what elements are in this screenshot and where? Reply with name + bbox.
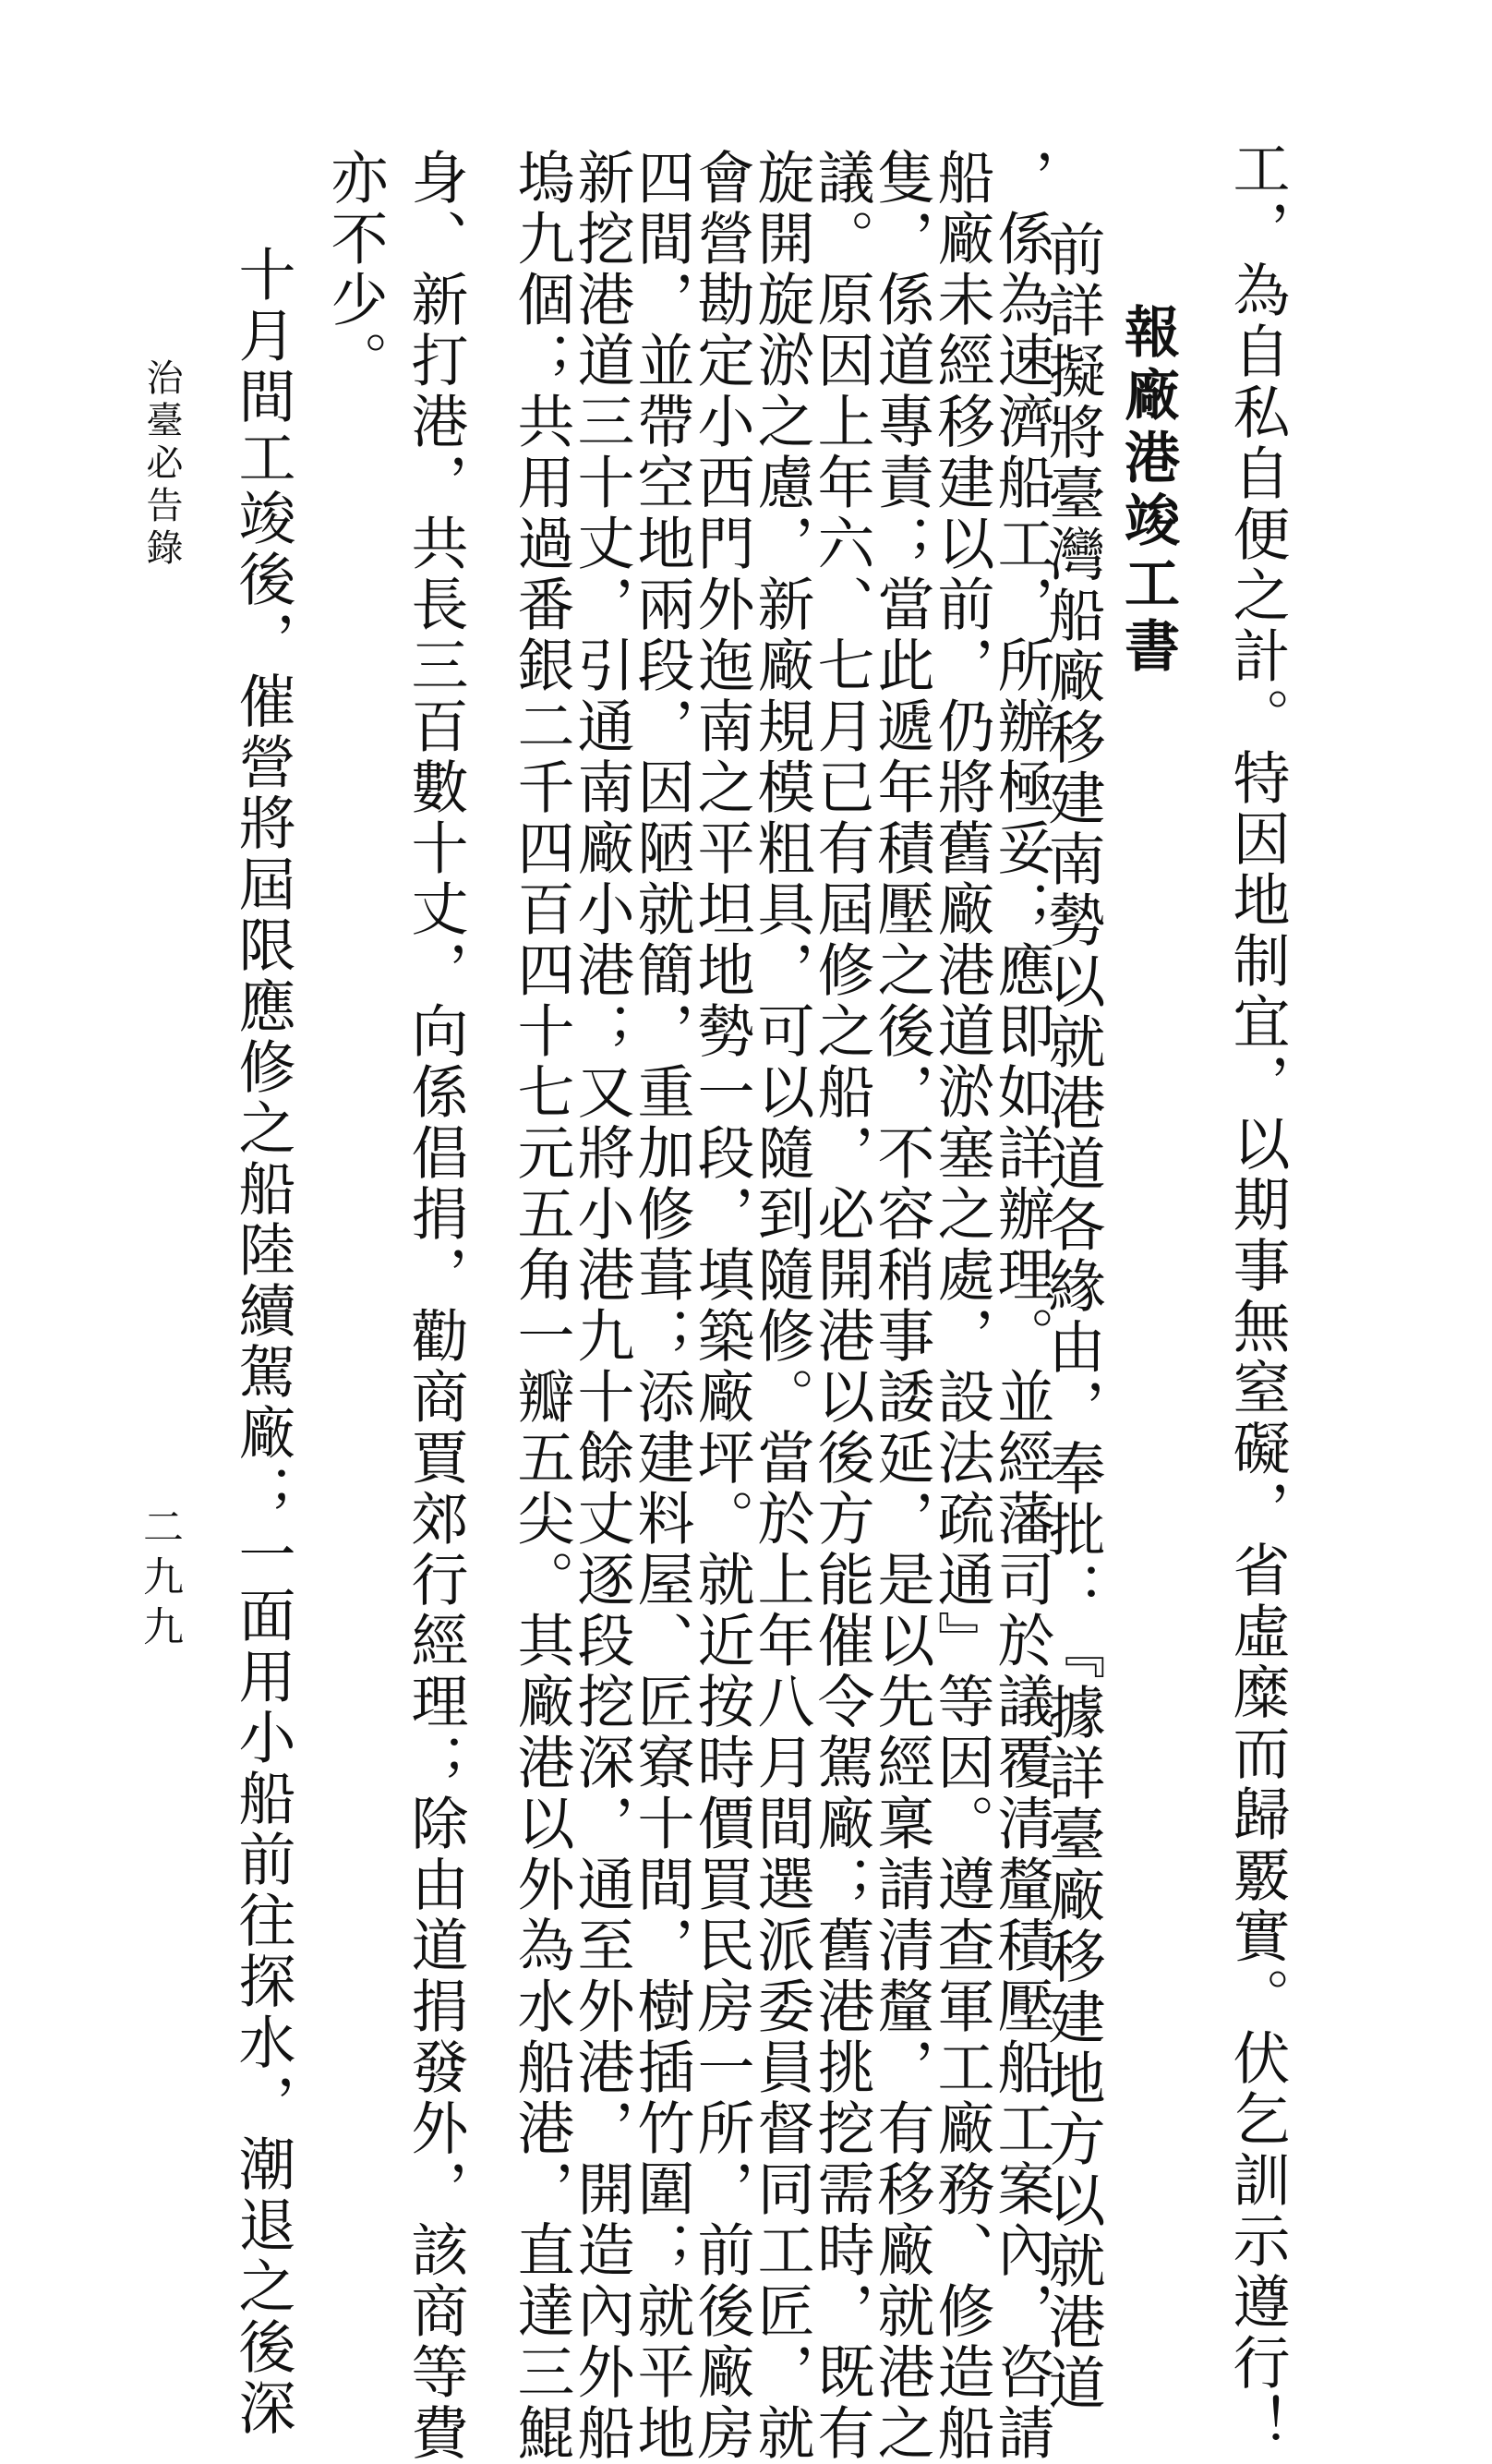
- text-column-12: 身、新打港，共長三百數十丈，向係倡捐，勸商賈郊行經理；除由道捐發外，該商等費: [402, 148, 469, 2464]
- text-column-2: 前詳擬將臺灣船廠移建南勢以就港道各緣由，奉批：『據詳臺廠移建地方以就港道: [1039, 220, 1106, 2414]
- page-number: 二九九: [136, 1505, 183, 1655]
- text-column-14: 十月間工竣後，催營將屆限應修之船陸續駕廠；一面用小船前往探水，潮退之後深: [229, 245, 296, 2439]
- text-column-5: 隻，係道專責；當此遞年積壓之後，不容稍事諉延，是以先經稟請清釐，有移廠就港之: [868, 148, 935, 2464]
- book-title: 治臺必告錄: [140, 358, 183, 571]
- text-column-13: 亦不少。: [321, 148, 389, 392]
- text-column-4: 船廠未經移建以前，仍將舊廠港道淤塞之處，設法疏通』等因。遵查軍工廠務、修造船: [928, 148, 995, 2464]
- text-column-3: ，係為速濟船工，所辦極妥；應即如詳辦理。並經藩司於議覆清釐積壓船工案內，咨請: [988, 148, 1055, 2464]
- text-column-1: 工，為自私自便之計。特因地制宜，以期事無窒礙，省虛糜而歸覈實。伏乞訓示遵行！: [1223, 139, 1291, 2455]
- text-column-9: 四間，並帶空地兩段，因陋就簡，重加修葺；添建料屋、匠寮十間，樹插竹圍；就平地: [628, 148, 695, 2464]
- text-column-10: 新挖港道三十丈，引通南廠小港；又將小港九十餘丈逐段挖深，通至外港，開造內外船: [568, 148, 635, 2464]
- text-column-11: 塢九個；共用過番銀二千四百四十七元五角一瓣五尖。其廠港以外為水船港，直達三鯤: [508, 148, 575, 2464]
- text-column-8: 會營勘定小西門外迤南之平坦地勢一段，填築廠坪。就近按時價買民房一所，前後廠房: [688, 148, 755, 2464]
- text-column-7: 旋開旋淤之慮，新廠規模粗具，可以隨到隨修。當於上年八月間選派委員督同工匠，就: [748, 148, 815, 2464]
- section-title: 報廠港竣工書: [1115, 303, 1180, 680]
- text-column-6: 議。原因上年六、七月已有屆修之船，必開港以後方能催令駕廠；舊港挑挖需時，既有: [808, 148, 875, 2464]
